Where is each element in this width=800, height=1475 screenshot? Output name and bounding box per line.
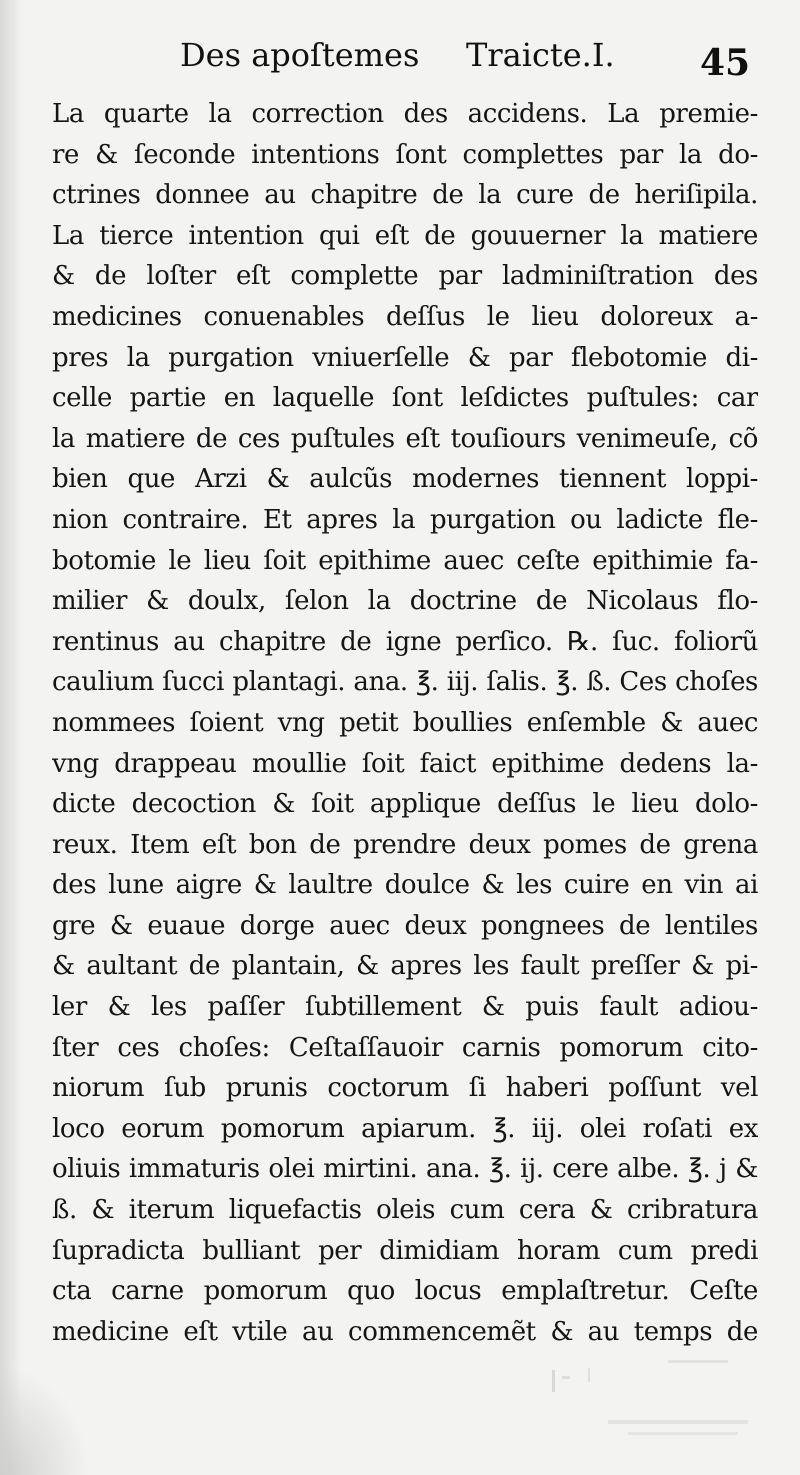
- text-line: ctrines donnee au chapitre de la cure de heriſipila.: [52, 180, 758, 211]
- text-line: cta carne pomorum quo locus emplaſtretur. Ceſte: [52, 1276, 758, 1307]
- page-number: 45: [700, 42, 751, 84]
- text-line: ß. & iterum liquefactis oleis cum cera & cribratura: [52, 1195, 758, 1226]
- text-line: medicine eſt vtile au commencemẽt & au temps de: [52, 1316, 758, 1347]
- text-line: & aultant de plantain, & apres les fault preſſer & pi-: [52, 951, 758, 982]
- text-line: dicte decoction & ſoit applique deſſus le lieu dolo-: [52, 789, 758, 820]
- text-line: gre & euaue dorge auec deux pongnees de lentiles: [52, 910, 758, 941]
- text-line: vng drappeau moullie ſoit faict epithime dedens la-: [52, 748, 758, 779]
- text-line: botomie le lieu ſoit epithime auec ceſte epithimie fa-: [52, 545, 758, 576]
- bleed-through-marks: [548, 1350, 758, 1450]
- body-text: [52, 94, 758, 1352]
- text-line: & de loſter eſt complette par ladminiſtration des: [52, 261, 758, 292]
- page-gutter-shadow: [0, 0, 22, 1475]
- text-line: nion contraire. Et apres la purgation ou ladicte fle-: [52, 504, 758, 535]
- text-line: nommees ſoient vng petit boullies enſemble & auec: [52, 707, 758, 738]
- text-line: oliuis immaturis olei mirtini. ana. ℥. ij. cere albe. ℥. j &: [52, 1154, 758, 1185]
- text-line: pres la purgation vniuerſelle & par flebotomie di-: [52, 342, 758, 373]
- text-line: reux. Item eſt bon de prendre deux pomes de grena: [52, 829, 758, 860]
- text-line: loco eorum pomorum apiarum. ℥. iij. olei roſati ex: [52, 1113, 758, 1144]
- running-header: [0, 36, 800, 96]
- text-line: re & ſeconde intentions ſont complettes par la do-: [52, 139, 758, 170]
- running-head-title: Des apoſtemes: [180, 36, 420, 74]
- text-line: La tierce intention qui eſt de gouuerner la matiere: [52, 220, 758, 251]
- text-line: niorum ſub prunis coctorum ſi haberi poſſunt vel: [52, 1073, 758, 1104]
- text-line: bien que Arzi & aulcũs modernes tiennent loppi-: [52, 464, 758, 495]
- text-line: ſter ces choſes: Ceſtaſſauoir carnis pomorum cito-: [52, 1032, 758, 1063]
- text-line: caulium ſucci plantagi. ana. ℥. iij. ſalis. ℥. ß. Ces choſes: [52, 667, 758, 698]
- text-line: rentinus au chapitre de igne perſico. ℞. ſuc. foliorũ: [52, 626, 758, 657]
- text-line: ſupradicta bulliant per dimidiam horam cum predi: [52, 1235, 758, 1266]
- text-line: celle partie en laquelle ſont leſdictes puſtules: car: [52, 383, 758, 414]
- page-corner-shadow: [0, 1365, 90, 1475]
- running-head-section: Traicte.I.: [466, 36, 615, 74]
- text-line: des lune aigre & laultre doulce & les cuire en vin ai: [52, 870, 758, 901]
- text-line: milier & doulx, ſelon la doctrine de Nicolaus flo-: [52, 586, 758, 617]
- text-line: la matiere de ces puſtules eſt touſiours venimeuſe, cõ: [52, 423, 758, 454]
- text-line: ler & les paſſer ſubtillement & puis fault adiou-: [52, 992, 758, 1023]
- text-line: La quarte la correction des accidens. La premie-: [52, 99, 758, 129]
- text-line: medicines conuenables deſſus le lieu doloreux a-: [52, 301, 758, 332]
